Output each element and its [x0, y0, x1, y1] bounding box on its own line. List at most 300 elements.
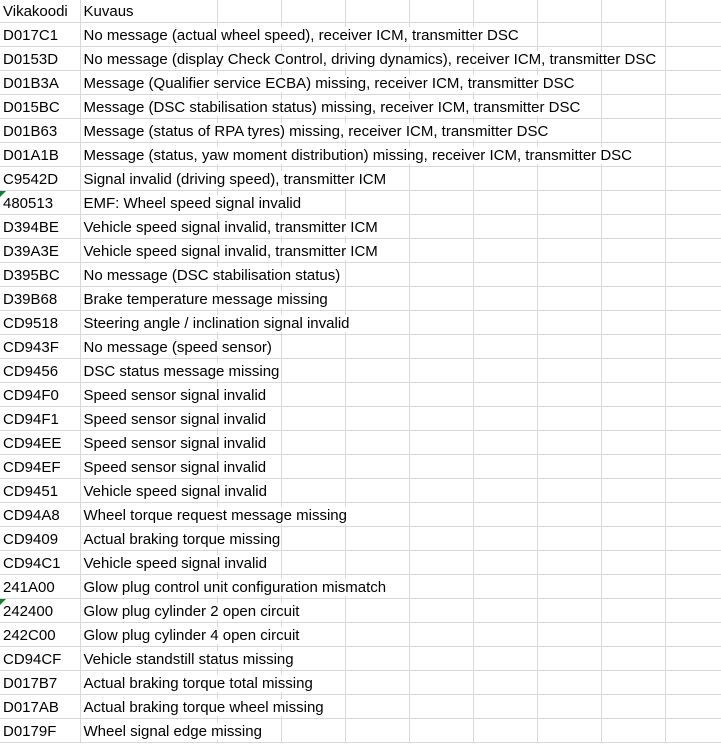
fault-code-cell[interactable]: [0, 719, 80, 743]
description-cell[interactable]: [80, 455, 267, 479]
fault-code-text: D017C1: [3, 27, 59, 44]
empty-cell[interactable]: [345, 623, 409, 647]
empty-cell[interactable]: [345, 527, 409, 551]
fault-code-cell[interactable]: [0, 359, 80, 383]
empty-cell[interactable]: [473, 719, 537, 743]
fault-code-text: D01B63: [3, 123, 58, 140]
description-text: Signal invalid (driving speed), transmitter ICM: [83, 171, 387, 188]
empty-cell[interactable]: [281, 719, 345, 743]
fault-code-text: D394BE: [3, 219, 59, 236]
fault-code-text: CD94EF: [3, 459, 61, 476]
empty-cell[interactable]: [217, 0, 281, 23]
fault-code-text: 242C00: [3, 627, 56, 644]
description-text: Wheel torque request message missing: [83, 507, 347, 524]
empty-cell[interactable]: [473, 671, 537, 695]
empty-cell[interactable]: [409, 0, 473, 23]
empty-cell[interactable]: [601, 599, 665, 623]
empty-cell[interactable]: [537, 311, 601, 335]
fault-code-text: C9542D: [3, 171, 59, 188]
empty-cell[interactable]: [345, 671, 409, 695]
empty-cell[interactable]: [537, 455, 601, 479]
description-cell[interactable]: [80, 311, 350, 335]
empty-cell[interactable]: [409, 551, 473, 575]
empty-cell[interactable]: [601, 239, 665, 263]
empty-cell[interactable]: [537, 383, 601, 407]
fault-code-cell[interactable]: [0, 407, 80, 431]
description-cell[interactable]: [80, 503, 347, 527]
empty-cell[interactable]: [601, 431, 665, 455]
description-text: DSC status message missing: [83, 363, 280, 380]
fault-code-cell[interactable]: [0, 623, 80, 647]
empty-cell[interactable]: [537, 239, 601, 263]
description-cell[interactable]: [80, 407, 267, 431]
empty-cell[interactable]: [601, 335, 665, 359]
fault-code-text: CD9518: [3, 315, 59, 332]
empty-cell[interactable]: [345, 191, 409, 215]
empty-cell[interactable]: [537, 335, 601, 359]
empty-cell[interactable]: [473, 503, 537, 527]
empty-cell[interactable]: [601, 167, 665, 191]
fault-code-cell[interactable]: [0, 695, 80, 719]
empty-cell[interactable]: [665, 719, 721, 743]
empty-cell[interactable]: [601, 503, 665, 527]
empty-cell[interactable]: [537, 599, 601, 623]
table-row: [0, 239, 721, 263]
empty-cell[interactable]: [345, 551, 409, 575]
empty-cell[interactable]: [601, 623, 665, 647]
description-cell[interactable]: [80, 671, 313, 695]
empty-cell[interactable]: [345, 287, 409, 311]
description-cell[interactable]: [80, 431, 267, 455]
empty-cell[interactable]: [345, 0, 409, 23]
empty-cell[interactable]: [281, 551, 345, 575]
empty-cell[interactable]: [665, 407, 721, 431]
empty-cell[interactable]: [601, 383, 665, 407]
empty-cell[interactable]: [537, 575, 601, 599]
fault-code-cell[interactable]: [0, 383, 80, 407]
empty-cell[interactable]: [601, 215, 665, 239]
empty-cell[interactable]: [537, 263, 601, 287]
empty-cell[interactable]: [409, 239, 473, 263]
empty-cell[interactable]: [473, 0, 537, 23]
empty-cell[interactable]: [345, 263, 409, 287]
empty-cell[interactable]: [601, 263, 665, 287]
table-row: [0, 119, 721, 143]
empty-cell[interactable]: [537, 623, 601, 647]
fault-code-text: D39B68: [3, 291, 58, 308]
fault-code-cell[interactable]: [0, 335, 80, 359]
description-text: Vehicle speed signal invalid, transmitter ICM: [83, 243, 378, 260]
description-text: Brake temperature message missing: [83, 291, 328, 308]
empty-cell[interactable]: [345, 407, 409, 431]
header-cell-code[interactable]: Vikakoodi: [0, 0, 80, 23]
empty-cell[interactable]: [409, 191, 473, 215]
fault-code-cell[interactable]: [0, 167, 80, 191]
empty-cell[interactable]: [281, 0, 345, 23]
fault-code-cell[interactable]: [0, 431, 80, 455]
empty-cell[interactable]: [409, 287, 473, 311]
fault-code-text: D395BC: [3, 267, 60, 284]
empty-cell[interactable]: [473, 551, 537, 575]
empty-cell[interactable]: [473, 695, 537, 719]
description-cell[interactable]: [80, 287, 328, 311]
fault-code-text: D01A1B: [3, 147, 59, 164]
empty-cell[interactable]: [409, 455, 473, 479]
description-cell[interactable]: [80, 47, 657, 71]
fault-code-cell[interactable]: [0, 671, 80, 695]
empty-cell[interactable]: [601, 119, 665, 143]
table-row: [0, 719, 721, 743]
empty-cell[interactable]: [409, 263, 473, 287]
empty-cell[interactable]: [665, 23, 721, 47]
empty-cell[interactable]: [409, 335, 473, 359]
description-cell[interactable]: [80, 95, 581, 119]
fault-code-cell[interactable]: [0, 263, 80, 287]
description-text: Vehicle speed signal invalid: [83, 555, 267, 572]
empty-cell[interactable]: [281, 479, 345, 503]
empty-cell[interactable]: [473, 407, 537, 431]
empty-cell[interactable]: [473, 623, 537, 647]
table-row: [0, 263, 721, 287]
empty-cell[interactable]: [409, 167, 473, 191]
description-cell[interactable]: [80, 215, 378, 239]
empty-cell[interactable]: [473, 575, 537, 599]
fault-code-text: CD9451: [3, 483, 59, 500]
empty-cell[interactable]: [409, 575, 473, 599]
empty-cell[interactable]: [409, 623, 473, 647]
empty-cell[interactable]: [665, 575, 721, 599]
empty-cell[interactable]: [345, 455, 409, 479]
fault-code-text: CD94F0: [3, 387, 59, 404]
empty-cell[interactable]: [601, 527, 665, 551]
description-text: Actual braking torque total missing: [83, 675, 313, 692]
fault-code-cell[interactable]: [0, 455, 80, 479]
empty-cell[interactable]: [601, 551, 665, 575]
empty-cell[interactable]: [601, 671, 665, 695]
empty-cell[interactable]: [281, 431, 345, 455]
fault-code-cell[interactable]: [0, 647, 80, 671]
empty-cell[interactable]: [537, 431, 601, 455]
empty-cell[interactable]: [409, 407, 473, 431]
empty-cell[interactable]: [601, 287, 665, 311]
description-text: Actual braking torque missing: [83, 531, 281, 548]
empty-cell[interactable]: [601, 95, 665, 119]
table-row: [0, 455, 721, 479]
empty-cell[interactable]: [473, 527, 537, 551]
fault-code-text: 242400: [3, 603, 54, 620]
description-cell[interactable]: [80, 695, 324, 719]
empty-cell[interactable]: [601, 407, 665, 431]
fault-code-cell[interactable]: [0, 479, 80, 503]
fault-code-text: D39A3E: [3, 243, 59, 260]
empty-cell[interactable]: [345, 599, 409, 623]
description-cell[interactable]: [80, 263, 341, 287]
empty-cell[interactable]: [345, 479, 409, 503]
empty-cell[interactable]: [601, 71, 665, 95]
empty-cell[interactable]: [537, 503, 601, 527]
empty-cell[interactable]: [665, 215, 721, 239]
empty-cell[interactable]: [665, 311, 721, 335]
description-text: Vehicle standstill status missing: [83, 651, 294, 668]
empty-cell[interactable]: [665, 335, 721, 359]
empty-cell[interactable]: [473, 287, 537, 311]
description-text: Speed sensor signal invalid: [83, 459, 267, 476]
description-cell[interactable]: [80, 71, 575, 95]
fault-code-text: D017B7: [3, 675, 58, 692]
empty-cell[interactable]: [665, 0, 721, 23]
fault-code-text: D0153D: [3, 51, 59, 68]
fault-code-text: CD94F1: [3, 411, 59, 428]
empty-cell[interactable]: [601, 479, 665, 503]
description-text: Speed sensor signal invalid: [83, 435, 267, 452]
empty-cell[interactable]: [665, 263, 721, 287]
empty-cell[interactable]: [601, 191, 665, 215]
empty-cell[interactable]: [409, 311, 473, 335]
empty-cell[interactable]: [409, 215, 473, 239]
empty-cell[interactable]: [601, 719, 665, 743]
table-row: [0, 143, 721, 167]
table-row: [0, 359, 721, 383]
empty-cell[interactable]: [537, 671, 601, 695]
description-cell[interactable]: [80, 623, 300, 647]
description-cell[interactable]: [80, 143, 632, 167]
fault-code-cell[interactable]: [0, 503, 80, 527]
table-row: [0, 671, 721, 695]
empty-cell[interactable]: [473, 263, 537, 287]
table-row: [0, 191, 721, 215]
description-cell[interactable]: [80, 383, 267, 407]
empty-cell[interactable]: [473, 479, 537, 503]
empty-cell[interactable]: [473, 455, 537, 479]
empty-cell[interactable]: [537, 527, 601, 551]
fault-code-text: D0179F: [3, 723, 57, 740]
empty-cell[interactable]: [537, 215, 601, 239]
table-row: [0, 503, 721, 527]
empty-cell[interactable]: [409, 383, 473, 407]
empty-cell[interactable]: [345, 695, 409, 719]
empty-cell[interactable]: [537, 0, 601, 23]
empty-cell[interactable]: [537, 551, 601, 575]
table-row: [0, 527, 721, 551]
empty-cell[interactable]: [409, 695, 473, 719]
empty-cell[interactable]: [409, 431, 473, 455]
table-row: [0, 215, 721, 239]
empty-cell[interactable]: [409, 359, 473, 383]
empty-cell[interactable]: [409, 527, 473, 551]
fault-code-text: CD943F: [3, 339, 59, 356]
table-row: [0, 71, 721, 95]
empty-cell[interactable]: [473, 383, 537, 407]
table-row: [0, 95, 721, 119]
description-text: Glow plug cylinder 4 open circuit: [83, 627, 300, 644]
description-text: No message (speed sensor): [83, 339, 272, 356]
empty-cell[interactable]: [665, 167, 721, 191]
empty-cell[interactable]: [665, 455, 721, 479]
empty-cell[interactable]: [601, 575, 665, 599]
empty-cell[interactable]: [537, 167, 601, 191]
empty-cell[interactable]: [473, 359, 537, 383]
empty-cell[interactable]: [409, 599, 473, 623]
table-row: [0, 551, 721, 575]
description-text: No message (actual wheel speed), receiver ICM, transmitter DSC: [83, 27, 519, 44]
empty-cell[interactable]: [409, 647, 473, 671]
empty-cell[interactable]: [665, 623, 721, 647]
header-row: [0, 0, 721, 23]
description-text: Message (status of RPA tyres) missing, receiver ICM, transmitter DSC: [83, 123, 549, 140]
empty-cell[interactable]: [345, 431, 409, 455]
empty-cell[interactable]: [537, 719, 601, 743]
empty-cell[interactable]: [601, 311, 665, 335]
empty-cell[interactable]: [281, 455, 345, 479]
description-cell[interactable]: [80, 335, 272, 359]
empty-cell[interactable]: [537, 287, 601, 311]
empty-cell[interactable]: [473, 335, 537, 359]
fault-code-cell[interactable]: [0, 71, 80, 95]
description-cell[interactable]: [80, 479, 267, 503]
empty-cell[interactable]: [409, 479, 473, 503]
fault-code-cell[interactable]: [0, 311, 80, 335]
empty-cell[interactable]: [537, 407, 601, 431]
description-cell[interactable]: [80, 551, 267, 575]
description-cell[interactable]: [80, 359, 280, 383]
empty-cell[interactable]: [409, 719, 473, 743]
table-row: [0, 599, 721, 623]
empty-cell[interactable]: [665, 695, 721, 719]
empty-cell[interactable]: [537, 23, 601, 47]
fault-code-cell[interactable]: [0, 143, 80, 167]
empty-cell[interactable]: [665, 527, 721, 551]
empty-cell[interactable]: [473, 311, 537, 335]
error-indicator-icon: [0, 191, 6, 197]
fault-code-cell[interactable]: [0, 215, 80, 239]
description-text: Message (Qualifier service ECBA) missing, receiver ICM, transmitter DSC: [83, 75, 575, 92]
description-cell[interactable]: [80, 527, 281, 551]
description-cell[interactable]: [80, 167, 387, 191]
empty-cell[interactable]: [473, 239, 537, 263]
empty-cell[interactable]: [665, 431, 721, 455]
empty-cell[interactable]: [601, 23, 665, 47]
empty-cell[interactable]: [345, 647, 409, 671]
empty-cell[interactable]: [601, 647, 665, 671]
fault-code-cell[interactable]: [0, 23, 80, 47]
empty-cell[interactable]: [665, 239, 721, 263]
fault-code-text: CD94C1: [3, 555, 61, 572]
fault-code-cell[interactable]: [0, 527, 80, 551]
fault-code-text: CD9456: [3, 363, 59, 380]
empty-cell[interactable]: [473, 167, 537, 191]
empty-cell[interactable]: [537, 647, 601, 671]
empty-cell[interactable]: [537, 359, 601, 383]
empty-cell[interactable]: [345, 503, 409, 527]
fault-code-cell[interactable]: [0, 95, 80, 119]
empty-cell[interactable]: [345, 383, 409, 407]
description-text: Glow plug control unit configuration mismatch: [83, 579, 387, 596]
empty-cell[interactable]: [665, 95, 721, 119]
empty-cell[interactable]: [281, 359, 345, 383]
empty-cell[interactable]: [665, 599, 721, 623]
table-row: [0, 575, 721, 599]
fault-code-text: D015BC: [3, 99, 60, 116]
fault-code-cell[interactable]: [0, 575, 80, 599]
empty-cell[interactable]: [601, 455, 665, 479]
empty-cell[interactable]: [473, 191, 537, 215]
empty-cell[interactable]: [345, 719, 409, 743]
empty-cell[interactable]: [281, 383, 345, 407]
empty-cell[interactable]: [345, 359, 409, 383]
empty-cell[interactable]: [665, 119, 721, 143]
fault-code-text: 241A00: [3, 579, 55, 596]
description-cell[interactable]: [80, 23, 519, 47]
empty-cell[interactable]: [601, 0, 665, 23]
description-text: Glow plug cylinder 2 open circuit: [83, 603, 300, 620]
description-text: No message (DSC stabilisation status): [83, 267, 341, 284]
empty-cell[interactable]: [665, 503, 721, 527]
fault-code-text: CD94CF: [3, 651, 62, 668]
empty-cell[interactable]: [601, 359, 665, 383]
empty-cell[interactable]: [665, 71, 721, 95]
empty-cell[interactable]: [665, 143, 721, 167]
empty-cell[interactable]: [409, 503, 473, 527]
empty-cell[interactable]: [345, 311, 409, 335]
empty-cell[interactable]: [665, 359, 721, 383]
empty-cell[interactable]: [665, 287, 721, 311]
empty-cell[interactable]: [409, 671, 473, 695]
empty-cell[interactable]: [345, 335, 409, 359]
empty-cell[interactable]: [473, 647, 537, 671]
fault-code-cell[interactable]: [0, 119, 80, 143]
empty-cell[interactable]: [665, 479, 721, 503]
empty-cell[interactable]: [473, 431, 537, 455]
empty-cell[interactable]: [473, 215, 537, 239]
description-cell[interactable]: [80, 719, 262, 743]
fault-code-cell[interactable]: [0, 239, 80, 263]
fault-code-cell[interactable]: [0, 599, 80, 623]
description-text: Vehicle speed signal invalid, transmitter ICM: [83, 219, 378, 236]
description-text: Actual braking torque wheel missing: [83, 699, 324, 716]
table-row: [0, 311, 721, 335]
description-cell[interactable]: [80, 239, 378, 263]
empty-cell[interactable]: [665, 647, 721, 671]
empty-cell[interactable]: [665, 383, 721, 407]
description-cell[interactable]: [80, 191, 302, 215]
fault-code-cell[interactable]: [0, 191, 80, 215]
description-cell[interactable]: [80, 647, 294, 671]
fault-code-cell[interactable]: [0, 287, 80, 311]
empty-cell[interactable]: [665, 191, 721, 215]
fault-code-cell[interactable]: [0, 551, 80, 575]
empty-cell[interactable]: [281, 527, 345, 551]
empty-cell[interactable]: [281, 407, 345, 431]
description-cell[interactable]: [80, 119, 549, 143]
empty-cell[interactable]: [665, 551, 721, 575]
empty-cell[interactable]: [601, 695, 665, 719]
empty-cell[interactable]: [665, 671, 721, 695]
empty-cell[interactable]: [537, 479, 601, 503]
empty-cell[interactable]: [537, 695, 601, 719]
table-row: [0, 23, 721, 47]
description-cell[interactable]: [80, 575, 387, 599]
header-cell-description[interactable]: Kuvaus: [80, 0, 217, 23]
empty-cell[interactable]: [537, 191, 601, 215]
table-row: [0, 287, 721, 311]
empty-cell[interactable]: [473, 599, 537, 623]
empty-cell[interactable]: [281, 335, 345, 359]
empty-cell[interactable]: [665, 47, 721, 71]
fault-code-cell[interactable]: [0, 47, 80, 71]
table-row: [0, 47, 721, 71]
description-cell[interactable]: [80, 599, 300, 623]
description-text: EMF: Wheel speed signal invalid: [83, 195, 302, 212]
